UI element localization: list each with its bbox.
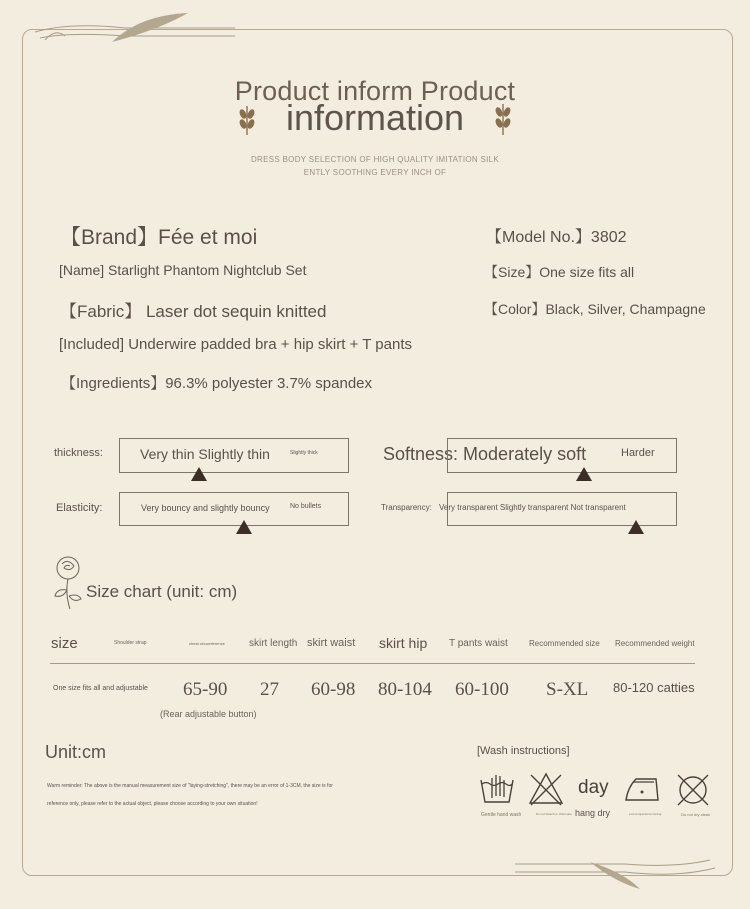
col-header-t-pants-waist: T pants waist (449, 638, 508, 649)
size-chart-title: Size chart (unit: cm) (86, 582, 238, 601)
col-header-size: size (51, 635, 78, 652)
elasticity-marker (236, 520, 252, 534)
subtitle-line-1: DRESS BODY SELECTION OF HIGH QUALITY IMITATION SILK (250, 155, 500, 164)
size-chart-divider (50, 663, 695, 664)
col-header-shoulder: Shoulder strap (114, 640, 147, 646)
col-header-skirt-hip: skirt hip (379, 635, 428, 651)
spec-included: [Included] Underwire padded bra + hip skirt + T pants (59, 336, 412, 353)
subtitle-line-2: ENTLY SOOTHING EVERY INCH OF (303, 168, 447, 177)
spec-fabric: 【Fabric】 Laser dot sequin knitted (60, 302, 327, 321)
row-skirt-length-value: 27 (260, 679, 279, 700)
spec-size: 【Size】One size fits all (484, 264, 635, 280)
leaf-ornament-bottom-right (505, 852, 720, 892)
thickness-option-thick: Slightly thick (290, 450, 318, 456)
row-t-pants-waist-value: 60-100 (455, 679, 509, 700)
wash-day-label: day (578, 777, 609, 798)
wash-hand-label: Gentle hand wash (481, 812, 522, 818)
row-shoulder-value: 65-90 (183, 679, 228, 700)
warm-reminder-line-2: reference only, please refer to the actual object, please choose according to your own situation! (47, 801, 258, 807)
rose-icon (50, 554, 86, 610)
no-dry-clean-icon (675, 772, 711, 808)
row-size-value: One size fits all and adjustable (53, 685, 148, 692)
spec-ingredients: 【Ingredients】96.3% polyester 3.7% spandex (61, 375, 373, 392)
row-recommended-size-value: S-XL (546, 679, 589, 700)
thickness-marker (191, 467, 207, 481)
wash-iron-label: Low temperature ironing (629, 812, 662, 816)
size-chart-note: (Rear adjustable button) (160, 709, 257, 719)
row-skirt-waist-value: 60-98 (311, 679, 356, 700)
col-header-recommended-size: Recommended size (529, 639, 600, 648)
title-line-2: information (285, 97, 465, 138)
wash-title: [Wash instructions] (477, 745, 570, 757)
warm-reminder-line-1: Warm reminder: The above is the manual measurement size of "laying-stretching", there may be an error of 1-3CM, the size is for (47, 783, 333, 789)
transparency-marker (628, 520, 644, 534)
softness-option-harder: Harder (621, 447, 655, 459)
leaf-ornament-top-left (30, 10, 245, 50)
col-header-skirt-waist: skirt waist (307, 637, 356, 649)
row-recommended-weight-value: 80-120 catties (613, 680, 695, 695)
col-header-recommended-weight: Recommended weight (615, 639, 695, 648)
no-bleach-icon (528, 772, 564, 806)
wash-no-dry-clean-label: Do not dry clean (681, 812, 711, 817)
spec-brand: 【Brand】Fée et moi (60, 226, 258, 249)
elasticity-option-none: No bullets (290, 503, 322, 510)
softness-marker (576, 467, 592, 481)
elasticity-label: Elasticity: (56, 502, 103, 514)
wheat-icon-left (236, 102, 258, 136)
iron-icon (624, 773, 660, 803)
thickness-options: Very thin Slightly thin (140, 446, 270, 462)
transparency-label: Transparency: (381, 503, 432, 512)
hand-wash-icon (479, 770, 515, 806)
title-line-1: Product inform Product (234, 76, 516, 106)
wheat-icon-right (492, 100, 514, 136)
wash-no-bleach-label: Do not bleach or chlorinate (536, 812, 572, 816)
transparency-options: Very transparent Slightly transparent Not transparent (439, 503, 626, 512)
elasticity-options: Very bouncy and slightly bouncy (141, 503, 270, 513)
wash-hang-dry-label: hang dry (575, 808, 611, 818)
softness-label: Softness: Moderately soft (383, 444, 587, 464)
thickness-label: thickness: (54, 447, 103, 459)
spec-name: [Name] Starlight Phantom Nightclub Set (59, 262, 307, 278)
unit-label: Unit:cm (45, 742, 107, 762)
col-header-skirt-length: skirt length (249, 638, 298, 649)
spec-color: 【Color】Black, Silver, Champagne (484, 301, 706, 317)
col-header-chest: chest circumference (189, 641, 225, 646)
spec-model: 【Model No.】3802 (486, 229, 627, 246)
row-skirt-hip-value: 80-104 (378, 679, 432, 700)
